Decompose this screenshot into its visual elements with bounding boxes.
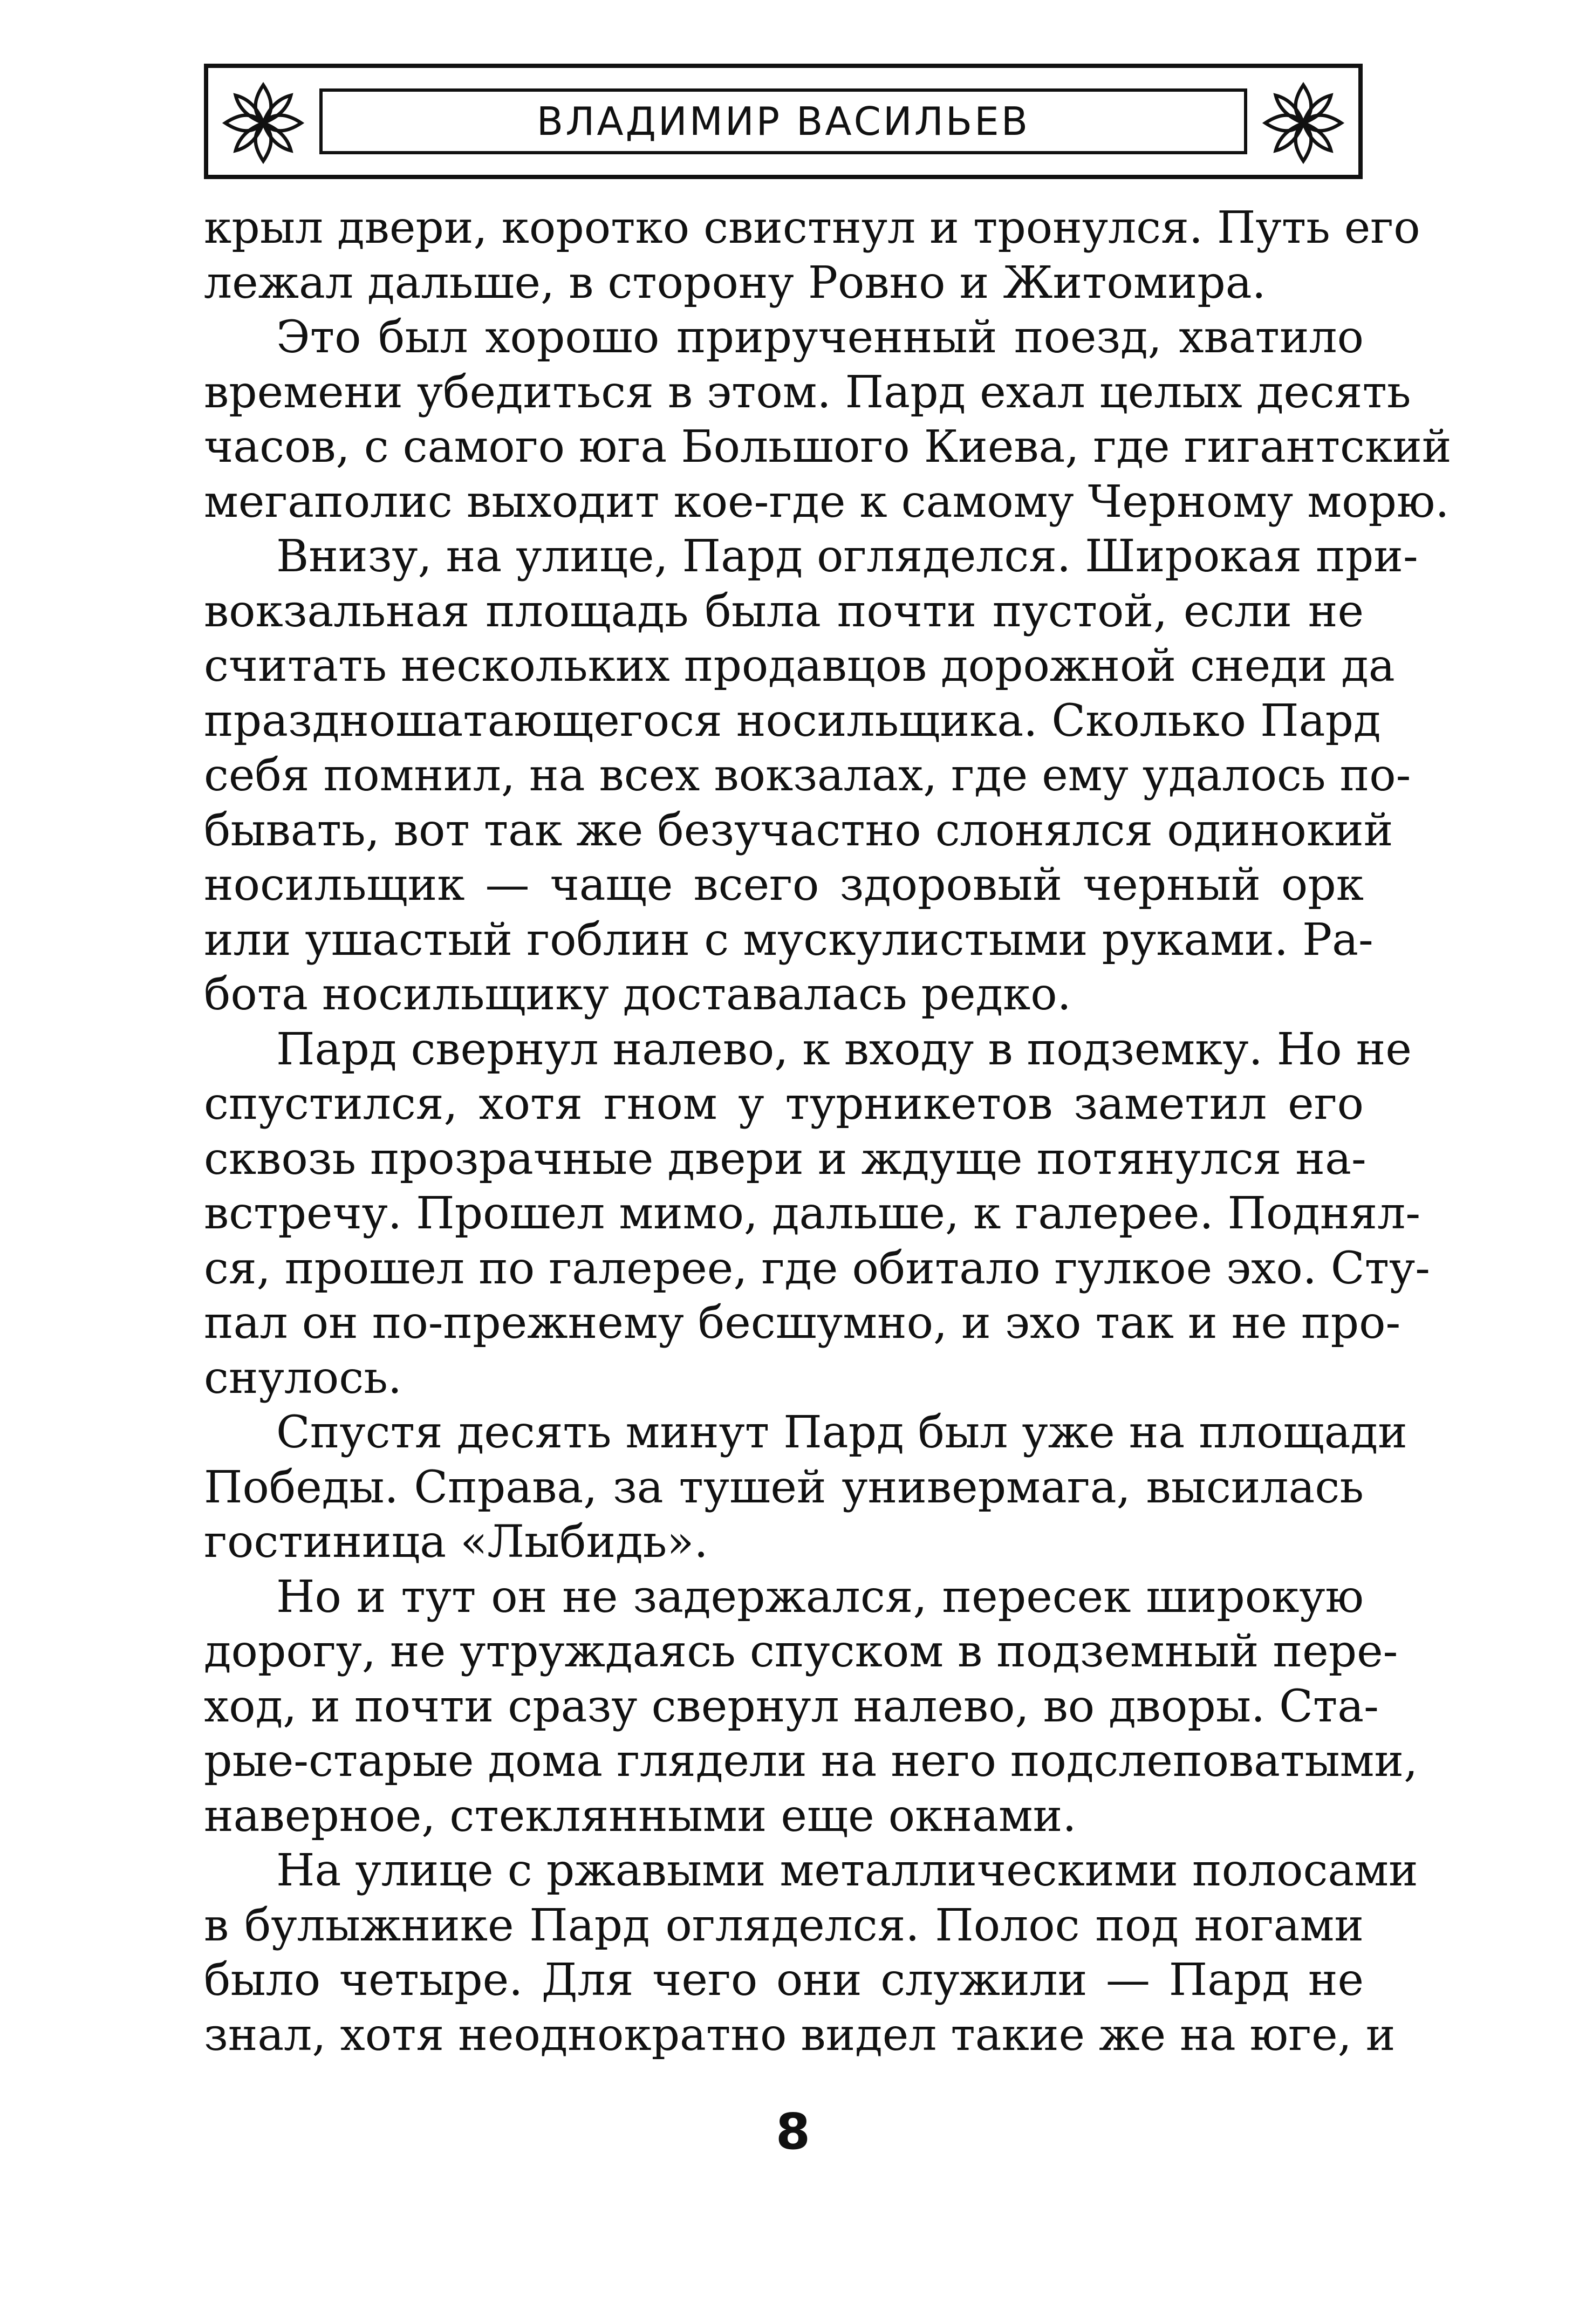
header-title: ВЛАДИМИР ВАСИЛЬЕВ	[536, 99, 1030, 144]
text-line: мегаполис выходит кое-где к самому Черному морю.	[204, 476, 1450, 528]
paragraph	[204, 201, 1420, 310]
text-line: Но и тут он не задержался, пересек широкую	[276, 1571, 1364, 1623]
text-line: рые-старые дома глядели на него подслеповатыми,	[204, 1735, 1418, 1787]
text-line: Пард свернул налево, к входу в подземку. Но не	[276, 1023, 1412, 1075]
text-line: было четыре. Для чего они служили — Пард не	[204, 1954, 1364, 2006]
text-line: Внизу, на улице, Пард огляделся. Широкая при-	[276, 531, 1418, 582]
paragraph	[204, 310, 1452, 529]
text-line: себя помнил, на всех вокзалах, где ему удалось по-	[204, 750, 1411, 801]
text-line: часов, с самого юга Большого Киева, где гигантский	[204, 421, 1452, 473]
text-line: дорогу, не утруждаясь спуском в подземный пере-	[204, 1626, 1398, 1677]
text-line: сквозь прозрачные двери и ждуще потянулся на-	[204, 1133, 1366, 1185]
text-line: праздношатающегося носильщика. Сколько Пард	[204, 695, 1381, 747]
paragraph	[204, 1405, 1407, 1570]
text-line: времени убедиться в этом. Пард ехал целых десять	[204, 366, 1411, 418]
text-line: Спустя десять минут Пард был уже на площади	[276, 1407, 1407, 1458]
text-line: Это был хорошо прирученный поезд, хватило	[276, 312, 1364, 363]
text-line: знал, хотя неоднократно видел такие же на юге, и	[204, 2009, 1396, 2061]
text-line: наверное, стеклянными еще окнами.	[204, 1790, 1077, 1842]
page-number: 8	[775, 2103, 810, 2161]
paragraph	[204, 1570, 1418, 1844]
text-line: встречу. Прошел мимо, дальше, к галерее. Поднял-	[204, 1188, 1421, 1239]
text-line: гостиница «Лыбидь».	[204, 1516, 708, 1568]
text-line: снулось.	[204, 1352, 402, 1404]
text-line: лежал дальше, в сторону Ровно и Житомира.	[204, 257, 1266, 309]
text-line: крыл двери, коротко свистнул и тронулся. Путь его	[204, 202, 1420, 254]
text-line: бывать, вот так же безучастно слонялся одинокий	[204, 804, 1393, 856]
text-line: Победы. Справа, за тушей универмага, высилась	[204, 1461, 1364, 1513]
text-line: вокзальная площадь была почти пустой, если не	[204, 585, 1364, 637]
ornament-icon	[1260, 80, 1346, 166]
header-title-frame	[319, 88, 1247, 154]
paragraph	[204, 529, 1418, 1022]
text-line: считать нескольких продавцов дорожной снеди да	[204, 640, 1395, 692]
text-line: ся, прошел по галерее, где обитало гулкое эхо. Сту-	[204, 1242, 1430, 1294]
text-line: ход, и почти сразу свернул налево, во дворы. Ста-	[204, 1680, 1379, 1732]
running-header	[204, 64, 1363, 179]
text-line: носильщик — чаще всего здоровый черный орк	[204, 859, 1364, 911]
text-line: бота носильщику доставалась редко.	[204, 969, 1071, 1020]
paragraph	[204, 1022, 1430, 1406]
text-line: спустился, хотя гном у турникетов заметил его	[204, 1078, 1364, 1130]
text-line: На улице с ржавыми металлическими полосами	[276, 1845, 1418, 1896]
paragraph	[204, 1843, 1418, 2062]
body-text	[204, 201, 1452, 2062]
ornament-icon	[220, 80, 306, 166]
text-line: в булыжнике Пард огляделся. Полос под ногами	[204, 1899, 1364, 1951]
text-line: пал он по-прежнему бесшумно, и эхо так и не про-	[204, 1297, 1401, 1349]
text-line: или ушастый гоблин с мускулистыми руками. Ра-	[204, 914, 1373, 966]
